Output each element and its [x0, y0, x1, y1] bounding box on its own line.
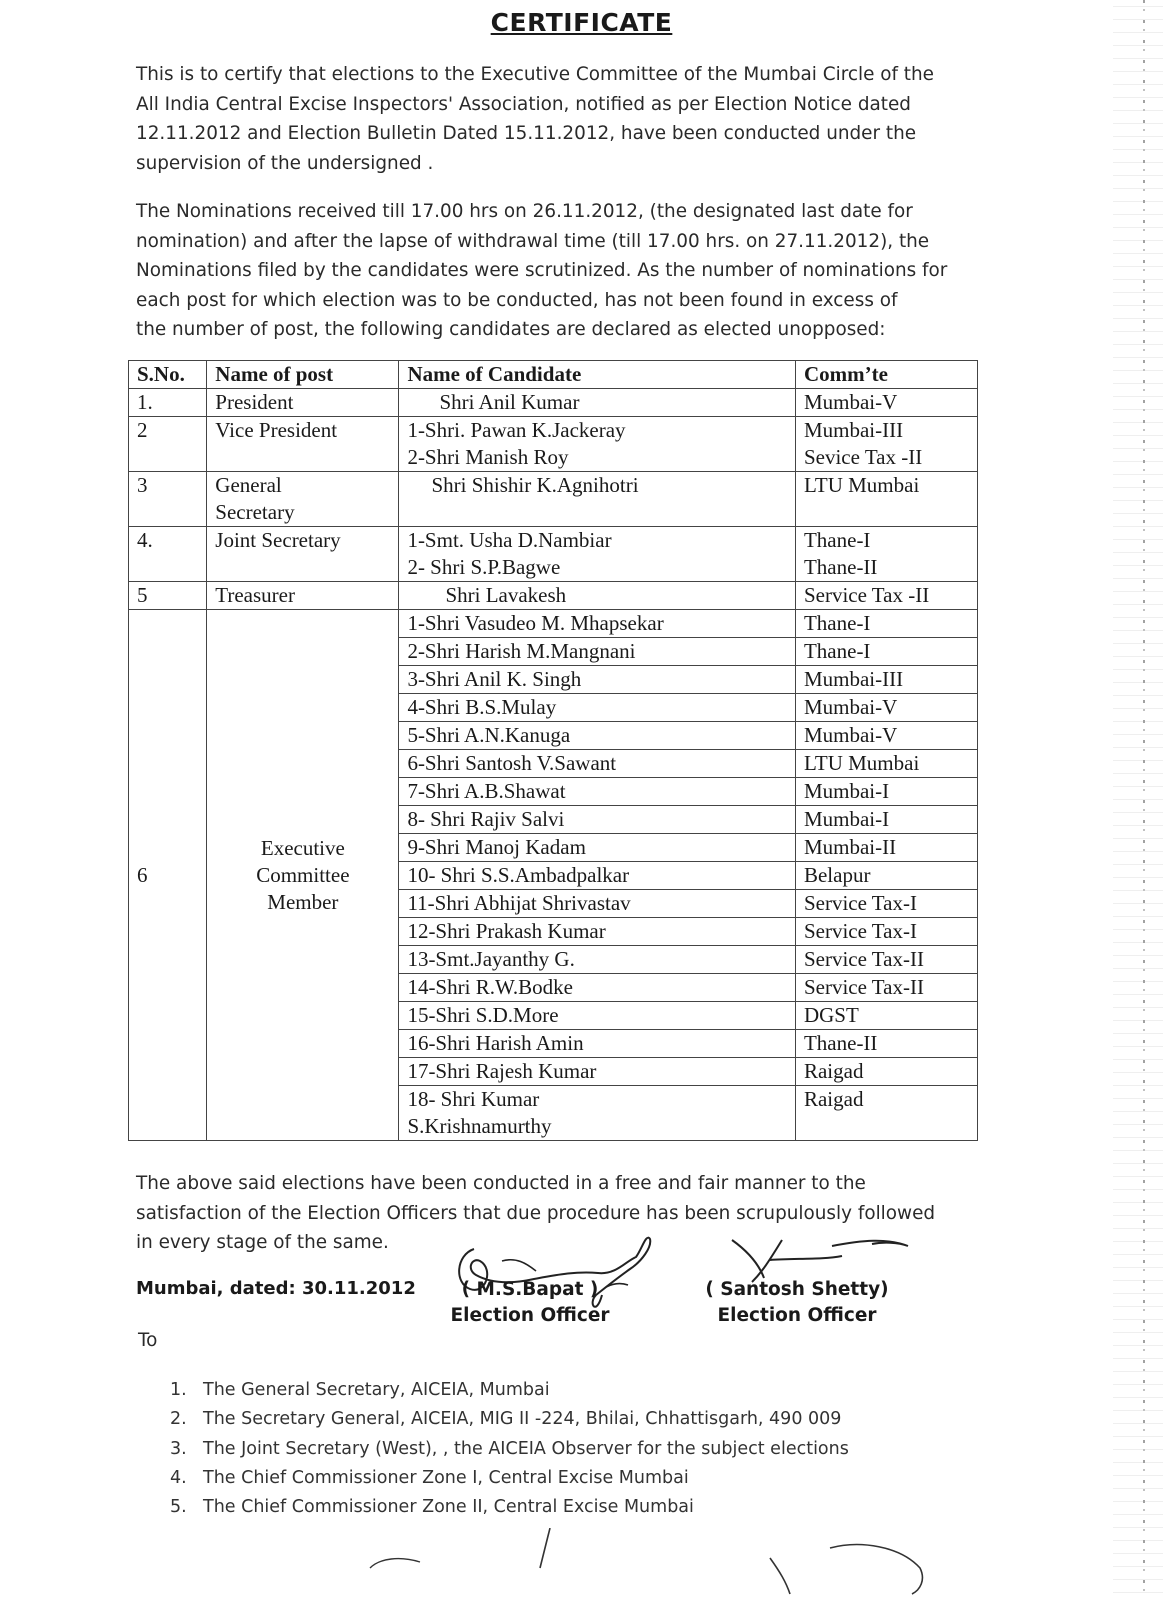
elected-candidates-table [128, 360, 978, 1141]
cell-sno: 2 [129, 417, 207, 472]
cell-candidate: 16-Shri Harish Amin [399, 1030, 796, 1058]
paragraph-line: each post for which election was to be conducted, has not been found in excess of [136, 289, 898, 311]
to-label: To [138, 1330, 158, 1351]
list-item [170, 1493, 849, 1522]
cell-commte: Mumbai-V [795, 694, 977, 722]
header-sno: S.No. [129, 361, 207, 389]
cell-commte: Mumbai-V [795, 389, 977, 417]
cell-candidate: 8- Shri Rajiv Salvi [399, 806, 796, 834]
cell-commte: Service Tax-I [795, 890, 977, 918]
cell-commte: Raigad [795, 1086, 977, 1141]
bottom-handwritten-marks [360, 1528, 960, 1598]
officer-role: Election Officer [450, 1305, 610, 1326]
list-item [170, 1376, 849, 1405]
cell-commte: Thane-I [795, 610, 977, 638]
cell-candidate: Shri Shishir K.Agnihotri [399, 472, 796, 527]
officer-name: ( M.S.Bapat ) [461, 1279, 599, 1300]
cell-candidate: 15-Shri S.D.More [399, 1002, 796, 1030]
cell-candidate: Shri Lavakesh [399, 582, 796, 610]
cell-commte [795, 417, 977, 472]
paragraph-line: 12.11.2012 and Election Bulletin Dated 15.11.2012, have been conducted under the [136, 123, 917, 144]
cell-sno: 5 [129, 582, 207, 610]
candidate-name: 2-Shri Manish Roy [407, 445, 569, 469]
cell-commte: Mumbai-V [795, 722, 977, 750]
paragraph-line: The Nominations received till 17.00 hrs on 26.11.2012, (the designated last date for [136, 201, 913, 222]
nominations-paragraph [136, 197, 1016, 345]
cell-commte: Service Tax-II [795, 946, 977, 974]
paragraph-line: supervision of the undersigned . [136, 152, 434, 174]
cell-commte: Service Tax-II [795, 974, 977, 1002]
post-line: Secretary [215, 500, 295, 524]
cell-commte: LTU Mumbai [795, 472, 977, 527]
cell-commte: Mumbai-III [795, 666, 977, 694]
table-row [129, 527, 978, 582]
header-post: Name of post [207, 361, 399, 389]
header-candidate: Name of Candidate [399, 361, 796, 389]
cell-candidate: 7-Shri A.B.Shawat [399, 778, 796, 806]
cell-commte: DGST [795, 1002, 977, 1030]
cell-candidate: 10- Shri S.S.Ambadpalkar [399, 862, 796, 890]
paragraph-line: in every stage of the same. [136, 1232, 389, 1253]
list-number: 4. [170, 1467, 187, 1488]
list-item [170, 1435, 849, 1464]
cell-candidate: Shri Anil Kumar [399, 389, 796, 417]
cell-sno: 4. [129, 527, 207, 582]
post-line: Executive [260, 835, 345, 860]
cell-candidate: 13-Smt.Jayanthy G. [399, 946, 796, 974]
table-row [129, 582, 978, 610]
table-row [129, 389, 978, 417]
cell-candidate: 14-Shri R.W.Bodke [399, 974, 796, 1002]
place-date: Mumbai, dated: 30.11.2012 [136, 1278, 416, 1299]
cell-candidate: 6-Shri Santosh V.Sawant [399, 750, 796, 778]
list-text: The Chief Commissioner Zone II, Central Excise Mumbai [203, 1497, 694, 1518]
paragraph-line: nomination) and after the lapse of withdrawal time (till 17.00 hrs. on 27.11.2012), the [136, 230, 930, 252]
post-line: Member [267, 889, 339, 914]
list-text: The Joint Secretary (West), , the AICEIA Observer for the subject elections [203, 1438, 849, 1459]
commte-name: Thane-I [803, 528, 871, 552]
list-item [170, 1405, 849, 1434]
cell-candidate [399, 1086, 796, 1141]
scan-edge-artifact [1113, 0, 1163, 1600]
table-header-row [129, 361, 978, 389]
cell-post: Joint Secretary [207, 527, 399, 582]
cell-candidate: 11-Shri Abhijat Shrivastav [399, 890, 796, 918]
cell-candidate: 4-Shri B.S.Mulay [399, 694, 796, 722]
paragraph-line: satisfaction of the Election Officers that due procedure has been scrupulously followed [136, 1202, 936, 1224]
cell-sno: 3 [129, 472, 207, 527]
candidate-name: 2- Shri S.P.Bagwe [407, 555, 561, 579]
list-number: 5. [170, 1497, 187, 1518]
post-line: Committee [256, 862, 350, 887]
list-text: The Secretary General, AICEIA, MIG II -224, Bhilai, Chhattisgarh, 490 009 [203, 1409, 842, 1430]
post-line: General [215, 473, 282, 497]
table-row [129, 472, 978, 527]
cell-commte: Mumbai-I [795, 778, 977, 806]
officer-role: Election Officer [717, 1305, 877, 1326]
officer-name: ( Santosh Shetty) [705, 1279, 889, 1300]
commte-name: Mumbai-III [803, 418, 904, 442]
paragraph-line: the number of post, the following candidates are declared as elected unopposed: [136, 319, 886, 340]
cell-candidate: 3-Shri Anil K. Singh [399, 666, 796, 694]
cell-sno: 6 [129, 610, 207, 1141]
cell-candidate: 1-Shri Vasudeo M. Mhapsekar [399, 610, 796, 638]
cell-commte: Raigad [795, 1058, 977, 1086]
cell-post [207, 610, 399, 1141]
paragraph-line: The above said elections have been conducted in a free and fair manner to the [136, 1173, 866, 1194]
cell-commte [795, 527, 977, 582]
cell-post: Treasurer [207, 582, 399, 610]
cell-candidate [399, 417, 796, 472]
candidate-name: 18- Shri Kumar [407, 1087, 540, 1111]
cell-post: President [207, 389, 399, 417]
cell-post [207, 472, 399, 527]
cell-commte: Service Tax-I [795, 918, 977, 946]
cell-commte: Mumbai-I [795, 806, 977, 834]
election-officer-1 [440, 1277, 620, 1329]
paragraph-line: All India Central Excise Inspectors' Association, notified as per Election Notice dated [136, 93, 911, 115]
list-item [170, 1464, 849, 1493]
cell-commte: Service Tax -II [795, 582, 977, 610]
cell-sno: 1. [129, 389, 207, 417]
list-text: The General Secretary, AICEIA, Mumbai [203, 1380, 550, 1400]
commte-name: Sevice Tax -II [803, 445, 923, 469]
list-text: The Chief Commissioner Zone I, Central Excise Mumbai [203, 1467, 689, 1488]
candidate-name: 1-Shri. Pawan K.Jackeray [407, 418, 626, 442]
header-commte: Comm’te [795, 361, 977, 389]
cell-commte: Thane-I [795, 638, 977, 666]
list-number: 3. [170, 1438, 187, 1459]
commte-name: Thane-II [803, 555, 878, 579]
cell-commte: Belapur [795, 862, 977, 890]
distribution-list [170, 1376, 849, 1522]
list-number: 2. [170, 1409, 187, 1430]
cell-commte: LTU Mumbai [795, 750, 977, 778]
document-title: CERTIFICATE [490, 8, 673, 37]
cell-candidate [399, 527, 796, 582]
cell-commte: Thane-II [795, 1030, 977, 1058]
cell-candidate: 9-Shri Manoj Kadam [399, 834, 796, 862]
certification-paragraph [136, 60, 1016, 178]
paragraph-line: This is to certify that elections to the Executive Committee of the Mumbai Circle of the [136, 64, 934, 85]
table-row [129, 417, 978, 472]
cell-candidate: 12-Shri Prakash Kumar [399, 918, 796, 946]
election-officer-2 [702, 1277, 892, 1329]
table-row [129, 610, 978, 638]
cell-candidate: 17-Shri Rajesh Kumar [399, 1058, 796, 1086]
candidate-name: 1-Smt. Usha D.Nambiar [407, 528, 612, 552]
list-number: 1. [170, 1380, 187, 1400]
cell-commte: Mumbai-II [795, 834, 977, 862]
cell-post: Vice President [207, 417, 399, 472]
cell-candidate: 2-Shri Harish M.Mangnani [399, 638, 796, 666]
cell-candidate: 5-Shri A.N.Kanuga [399, 722, 796, 750]
candidate-name: S.Krishnamurthy [407, 1114, 552, 1138]
paragraph-line: Nominations filed by the candidates were scrutinized. As the number of nominations for [136, 260, 948, 281]
